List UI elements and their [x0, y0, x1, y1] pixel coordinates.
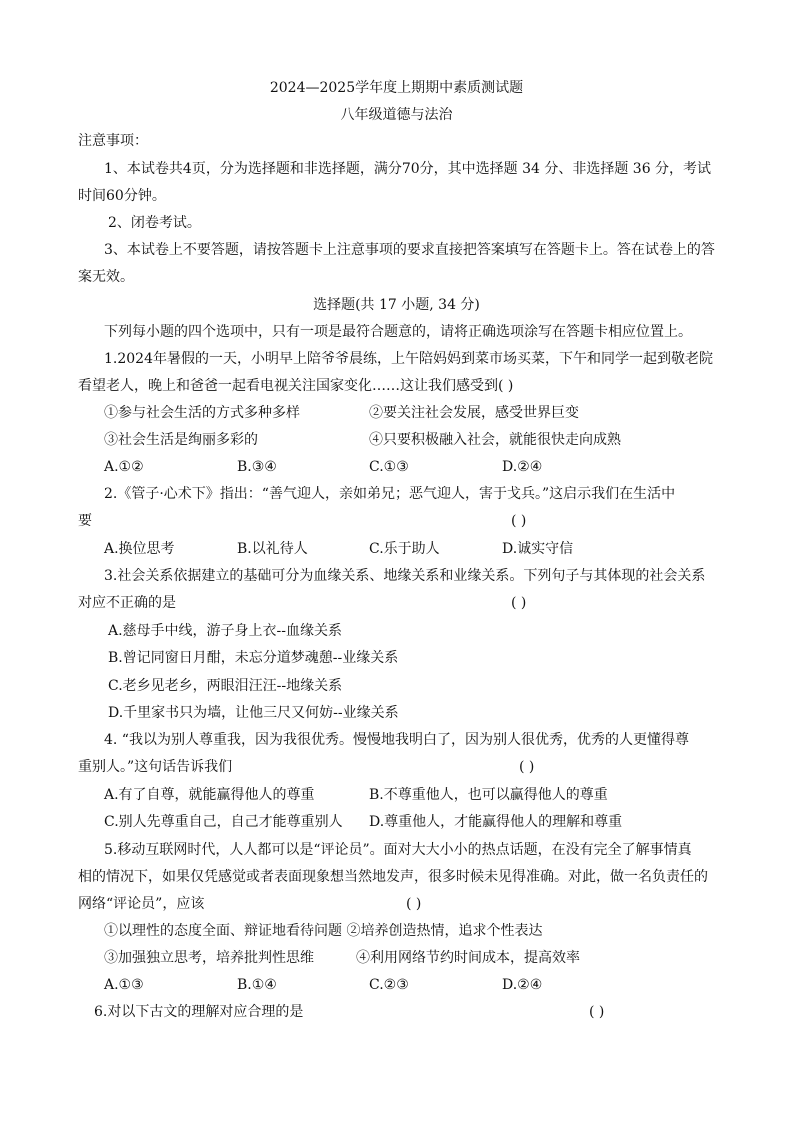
question-2-option-a: A.换位思考: [104, 541, 175, 557]
question-1-statement-3: ③社会生活是绚丽多彩的: [104, 432, 258, 448]
question-1-option-c: C.①③: [369, 459, 409, 475]
question-5-stem-line-2: 相的情况下，如果仅凭感觉或者表面现象想当然地发声，很多时候未见得准确。对此，做一名负责任的: [78, 869, 708, 885]
exam-subject: 八年级道德与法治: [340, 107, 453, 123]
question-4-stem-line-2: 重别人。”这句话告诉我们: [78, 759, 233, 775]
question-1-option-b: B.③④: [237, 459, 277, 475]
exam-title: 2024—2025学年度上期期中素质测试题: [269, 80, 524, 96]
question-1-statement-1: ①参与社会生活的方式多种多样: [104, 405, 300, 421]
question-2-stem-line-1: 2.《管子·心术下》指出：“善气迎人，亲如弟兄；恶气迎人，害于戈兵。”这启示我们在生活中: [104, 486, 676, 502]
question-2-stem-line-2: 要: [78, 513, 92, 529]
question-1-option-d: D.②④: [502, 459, 543, 475]
question-5-answer-paren: ( ): [406, 896, 422, 912]
question-5-statement-4: ④利用网络节约时间成本，提高效率: [356, 950, 580, 966]
question-3-option-a: A.慈母手中线，游子身上衣--血缘关系: [108, 623, 343, 639]
question-1-statement-4: ④只要积极融入社会，就能很快走向成熟: [369, 432, 621, 448]
question-5-statements-1-2: ①以理性的态度全面、辩证地看待问题 ②培养创造热情，追求个性表达: [104, 923, 543, 939]
question-3-option-c: C.老乡见老乡，两眼泪汪汪--地缘关系: [108, 678, 343, 694]
question-6-answer-paren: ( ): [589, 1004, 605, 1020]
section-title: 选择题(共 17 小题, 34 分): [313, 297, 480, 313]
question-5-option-c: C.②③: [369, 977, 409, 993]
question-3-stem-line-2: 对应不正确的是: [78, 595, 176, 611]
notice-item-2: 2、闭卷考试。: [108, 215, 201, 231]
question-3-option-d: D.千里家书只为墙，让他三尺又何妨--业缘关系: [108, 705, 399, 721]
question-3-answer-paren: ( ): [511, 595, 527, 611]
question-3-option-b: B.曾记同窗日月酣，未忘分道梦魂憩--业缘关系: [108, 650, 399, 666]
question-1-statement-2: ②要关注社会发展，感受世界巨变: [369, 405, 579, 421]
question-4-option-d: D.尊重他人，才能赢得他人的理解和尊重: [369, 814, 623, 830]
section-instruction: 下列每小题的四个选项中，只有一项是最符合题意的，请将正确选项涂写在答题卡相应位置上。: [104, 324, 692, 340]
notice-heading: 注意事项：: [78, 133, 148, 149]
question-4-option-a: A.有了自尊，就能赢得他人的尊重: [104, 787, 315, 803]
question-3-stem-line-1: 3.社会关系依据建立的基础可分为血缘关系、地缘关系和业缘关系。下列句子与其体现的社会关系: [104, 568, 706, 584]
question-6-stem: 6.对以下古文的理解对应合理的是: [94, 1004, 304, 1020]
question-2-option-c: C.乐于助人: [369, 541, 440, 557]
question-5-option-d: D.②④: [502, 977, 543, 993]
question-1-stem-line-2: 看望老人，晚上和爸爸一起看电视关注国家变化……这让我们感受到( ): [78, 378, 514, 394]
question-5-option-b: B.①④: [237, 977, 277, 993]
question-1-stem-line-1: 1.2024年暑假的一天，小明早上陪爷爷晨练，上午陪妈妈到菜市场买菜，下午和同学一起到敬老院: [104, 351, 713, 367]
question-5-option-a: A.①③: [104, 977, 144, 993]
question-5-stem-line-1: 5.移动互联网时代，人人都可以是“评论员”。面对大大小小的热点话题，在没有完全了解事情真: [104, 842, 692, 858]
question-5-statement-3: ③加强独立思考，培养批判性思维: [104, 950, 314, 966]
notice-item-1-line-1: 1、本试卷共4页，分为选择题和非选择题，满分70分，其中选择题 34 分、非选择题 36 分，考试: [104, 161, 712, 177]
question-4-stem-line-1: 4. “我以为别人尊重我，因为我很优秀。慢慢地我明白了，因为别人很优秀，优秀的人更懂得尊: [104, 732, 689, 748]
notice-item-3-line-1: 3、本试卷上不要答题，请按答题卡上注意事项的要求直接把答案填写在答题卡上。答在试卷上的答: [104, 242, 715, 258]
question-2-option-b: B.以礼待人: [237, 541, 308, 557]
question-1-option-a: A.①②: [104, 459, 144, 475]
question-4-answer-paren: ( ): [519, 759, 535, 775]
notice-item-1-line-2: 时间60分钟。: [78, 188, 166, 204]
question-4-option-c: C.别人先尊重自己，自己才能尊重别人: [104, 814, 343, 830]
question-4-option-b: B.不尊重他人，也可以赢得他人的尊重: [369, 787, 608, 803]
question-2-option-d: D.诚实守信: [502, 541, 574, 557]
notice-item-3-line-2: 案无效。: [78, 269, 134, 285]
question-5-stem-line-3: 网络“评论员”，应该: [78, 896, 205, 912]
question-2-answer-paren: ( ): [511, 513, 527, 529]
